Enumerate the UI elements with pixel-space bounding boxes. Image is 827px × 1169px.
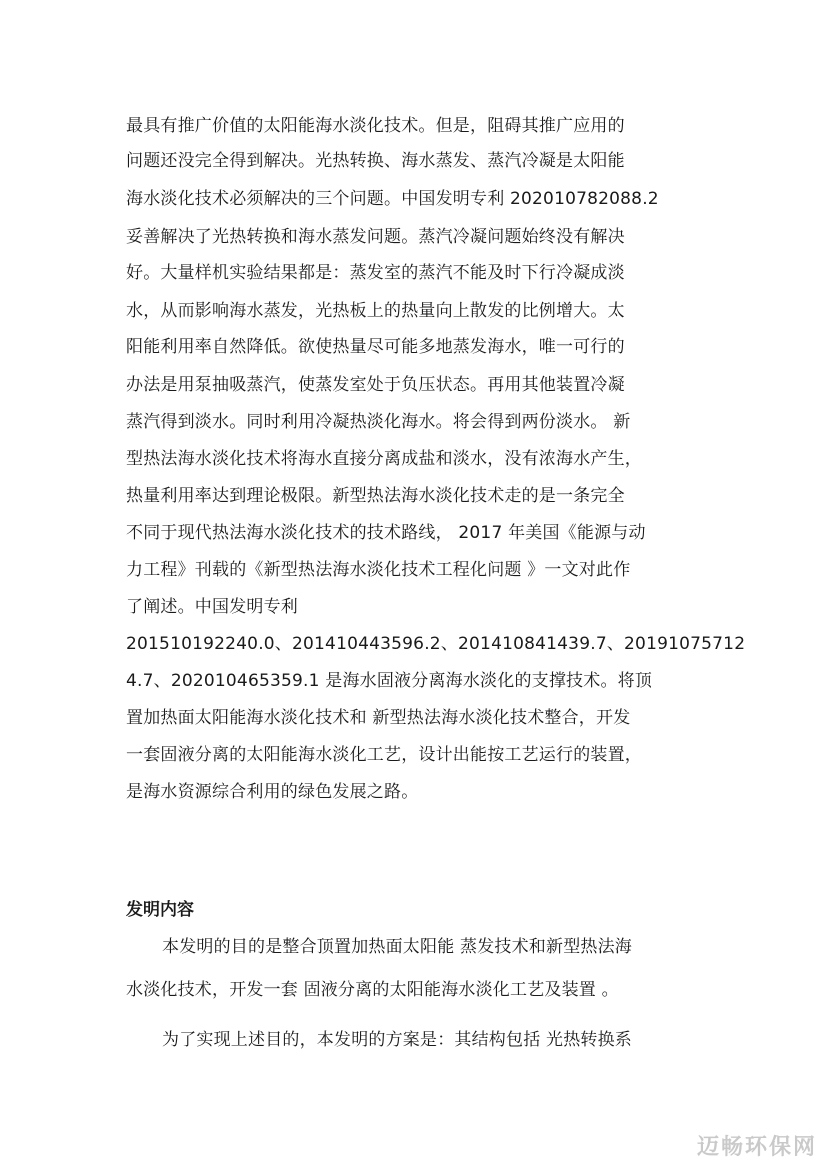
paragraph-line: 置加热面太阳能海水淡化技术和 新型热法海水淡化技术整合，开发 [126,708,631,728]
paragraph-line: 最具有推广价值的太阳能海水淡化技术。但是，阻碍其推广应用的 [126,116,625,136]
paragraph-line: 办法是用泵抽吸蒸汽，使蒸发室处于负压状态。再用其他装置冷凝 [126,375,625,395]
watermark-logo: 迈畅环保网 [696,1135,817,1160]
paragraph-line: 型热法海水淡化技术将海水直接分离成盐和淡水，没有浓海水产生， [126,449,642,469]
paragraph-line: 水淡化技术，开发一套 固液分离的太阳能海水淡化工艺及装置 。 [126,980,619,1000]
paragraph-line: 海水淡化技术必须解决的三个问题。中国发明专利 202010782088.2 [126,189,659,209]
paragraph-line: 热量利用率达到理论极限。新型热法海水淡化技术走的是一条完全 [126,486,625,506]
paragraph-line: 问题还没完全得到解决。光热转换、海水蒸发、蒸汽冷凝是太阳能 [126,151,625,171]
paragraph-line: 不同于现代热法海水淡化技术的技术路线， 2017 年美国《能源与动 [126,523,646,543]
paragraph-line: 为了实现上述目的，本发明的方案是：其结构包括 光热转换系 [162,1030,633,1050]
paragraph-line: 是海水资源综合利用的绿色发展之路。 [126,782,419,802]
section-heading: 发明内容 [126,900,194,920]
paragraph-line: 了阐述。中国发明专利 [126,597,298,617]
paragraph-line: 妥善解决了光热转换和海水蒸发问题。蒸汽冷凝问题始终没有解决 [126,227,625,247]
paragraph-line: 阳能利用率自然降低。欲使热量尽可能多地蒸发海水，唯一可行的 [126,337,625,357]
paragraph-line: 本发明的目的是整合顶置加热面太阳能 蒸发技术和新型热法海 [162,937,633,957]
paragraph-line: 4.7、202010465359.1 是海水固液分离海水淡化的支撑技术。将顶 [126,671,653,691]
paragraph-line: 力工程》刊载的《新型热法海水淡化技术工程化问题 》一文对此作 [126,560,631,580]
paragraph-line: 水，从而影响海水蒸发，光热板上的热量向上散发的比例增大。太 [126,301,625,321]
paragraph-line: 好。大量样机实验结果都是：蒸发室的蒸汽不能及时下行冷凝成淡 [126,263,625,283]
paragraph-line: 201510192240.0、201410443596.2、201410841439.7、20191075712 [126,634,746,654]
paragraph-line: 蒸汽得到淡水。同时利用冷凝热淡化海水。将会得到两份淡水。 新 [126,412,631,432]
paragraph-line: 一套固液分离的太阳能海水淡化工艺，设计出能按工艺运行的装置， [126,745,642,765]
